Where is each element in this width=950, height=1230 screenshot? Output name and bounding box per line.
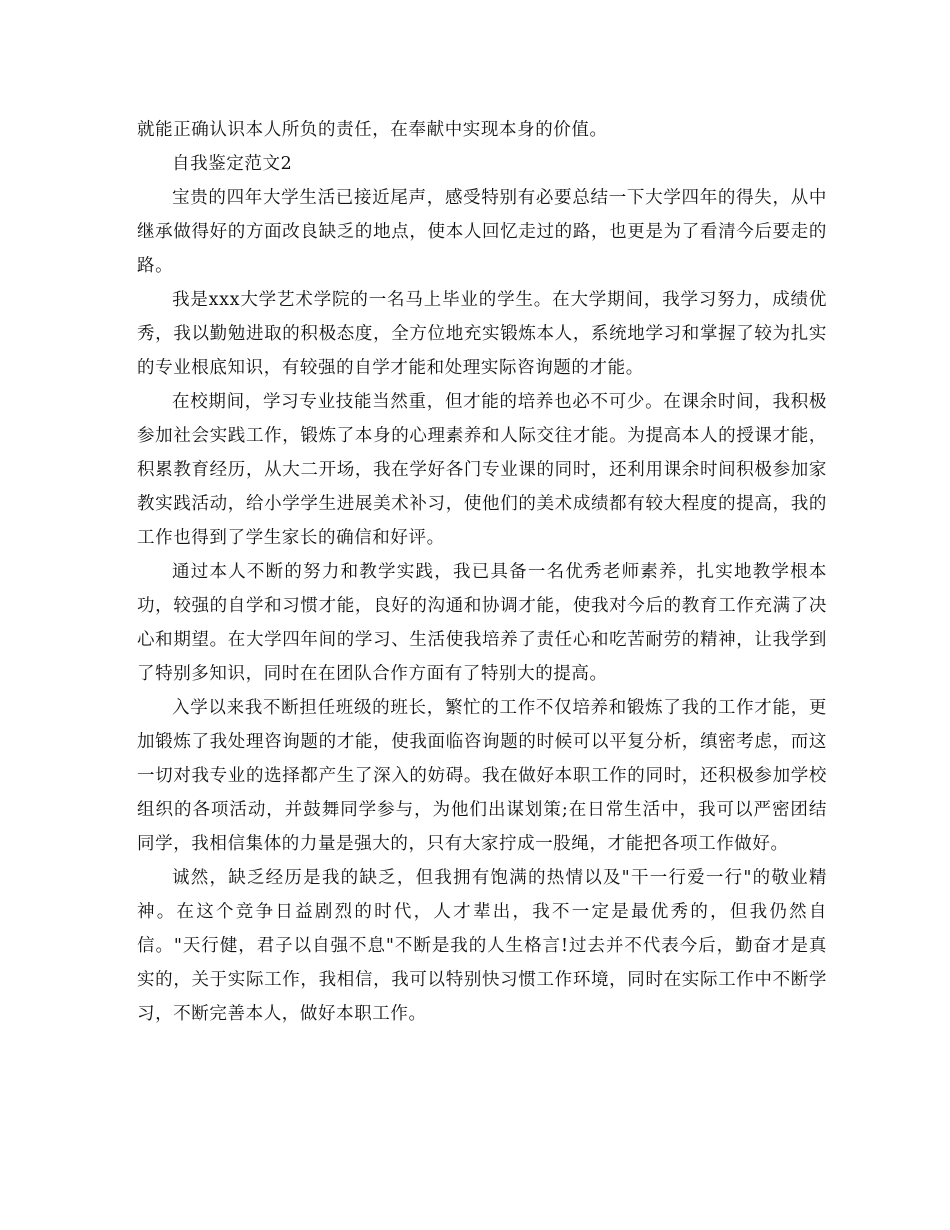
paragraph: 通过本人不断的努力和教学实践，我已具备一名优秀老师素养，扎实地教学根本功，较强的自学和习惯才能，良好的沟通和协调才能，使我对今后的教育工作充满了决心和期望。在大学四年间的学习、生活使我培养了责任心和吃苦耐劳的精神，让我学到了特别多知识，同时在在团队合作方面有了特别大的提高。 bbox=[137, 562, 827, 684]
paragraph: 诚然，缺乏经历是我的缺乏，但我拥有饱满的热情以及"干一行爱一行"的敬业精神。在这个竞争日益剧烈的时代，人才辈出，我不一定是最优秀的，但我仍然自信。"天行健，君子以自强不息"不断是我的人生格言!过去并不代表今后，勤奋才是真实的，关于实际工作，我相信，我可以特别快习惯工作环境，同时在实际工作中不断学习，不断完善本人，做好本职工作。 bbox=[137, 868, 827, 1024]
paragraph-continuation: 就能正确认识本人所负的责任，在奉献中实现本身的价值。 bbox=[137, 120, 608, 140]
section-heading: 自我鉴定范文2 bbox=[172, 154, 293, 174]
paragraph: 宝贵的四年大学生活已接近尾声，感受特别有必要总结一下大学四年的得失，从中继承做得好的方面改良缺乏的地点，使本人回忆走过的路，也更是为了看清今后要走的路。 bbox=[137, 188, 827, 276]
paragraph: 我是xxx大学艺术学院的一名马上毕业的学生。在大学期间，我学习努力，成绩优秀，我以勤勉进取的积极态度，全方位地充实锻炼本人，系统地学习和掌握了较为扎实的专业根底知识，有较强的自学才能和处理实际咨询题的才能。 bbox=[137, 290, 827, 378]
paragraph: 在校期间，学习专业技能当然重，但才能的培养也必不可少。在课余时间，我积极参加社会实践工作，锻炼了本身的心理素养和人际交往才能。为提高本人的授课才能，积累教育经历，从大二开场，我在学好各门专业课的同时，还利用课余时间积极参加家教实践活动，给小学学生进展美术补习，使他们的美术成绩都有较大程度的提高，我的工作也得到了学生家长的确信和好评。 bbox=[137, 392, 827, 548]
document-body bbox=[137, 113, 827, 1031]
paragraph: 入学以来我不断担任班级的班长，繁忙的工作不仅培养和锻炼了我的工作才能，更加锻炼了我处理咨询题的才能，使我面临咨询题的时候可以平复分析，缜密考虑，而这一切对我专业的选择都产生了深入的妨碍。我在做好本职工作的同时，还积极参加学校组织的各项活动，并鼓舞同学参与，为他们出谋划策;在日常生活中，我可以严密团结同学，我相信集体的力量是强大的，只有大家拧成一股绳，才能把各项工作做好。 bbox=[137, 698, 827, 854]
